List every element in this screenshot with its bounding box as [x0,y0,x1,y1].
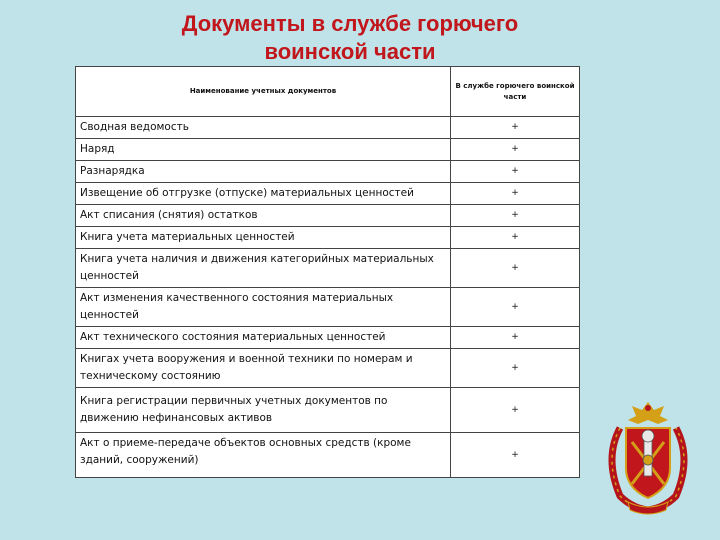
document-name: Сводная ведомость [76,117,451,139]
table-row [76,349,580,388]
document-name: Книгах учета вооружения и военной техники по номерам и техническому состоянию [76,349,451,388]
document-mark: + [451,288,580,327]
table-header-row [76,67,580,117]
table-row [76,388,580,433]
documents-table [75,66,580,478]
column-header-fuel-service: В службе горючего воинской части [451,67,580,117]
page-title: Документы в службе горючего воинской части [181,11,519,64]
document-name: Книга учета наличия и движения категорийных материальных ценностей [76,249,451,288]
document-mark: + [451,205,580,227]
document-name: Акт изменения качественного состояния материальных ценностей [76,288,451,327]
document-name: Извещение об отгрузке (отпуске) материальных ценностей [76,183,451,205]
document-mark: + [451,349,580,388]
table-row [76,288,580,327]
document-mark: + [451,117,580,139]
table-row [76,433,580,478]
document-mark: + [451,227,580,249]
military-fuel-service-emblem-icon [598,398,698,518]
table-row [76,117,580,139]
table-row [76,327,580,349]
table-row [76,161,580,183]
document-name: Книга учета материальных ценностей [76,227,451,249]
document-mark: + [451,327,580,349]
document-mark: + [451,249,580,288]
document-mark: + [451,183,580,205]
document-name: Книга регистрации первичных учетных документов по движению нефинансовых активов [76,388,451,433]
document-name: Акт о приеме-передаче объектов основных средств (кроме зданий, сооружений) [76,433,451,478]
column-header-documents: Наименование учетных документов [76,67,451,117]
document-mark: + [451,388,580,433]
document-name: Акт списания (снятия) остатков [76,205,451,227]
document-name: Акт технического состояния материальных ценностей [76,327,451,349]
document-mark: + [451,433,580,478]
table-row [76,205,580,227]
document-mark: + [451,139,580,161]
document-name: Наряд [76,139,451,161]
table-row [76,249,580,288]
document-mark: + [451,161,580,183]
document-name: Разнарядка [76,161,451,183]
table-row [76,139,580,161]
table-row [76,227,580,249]
table-row [76,183,580,205]
